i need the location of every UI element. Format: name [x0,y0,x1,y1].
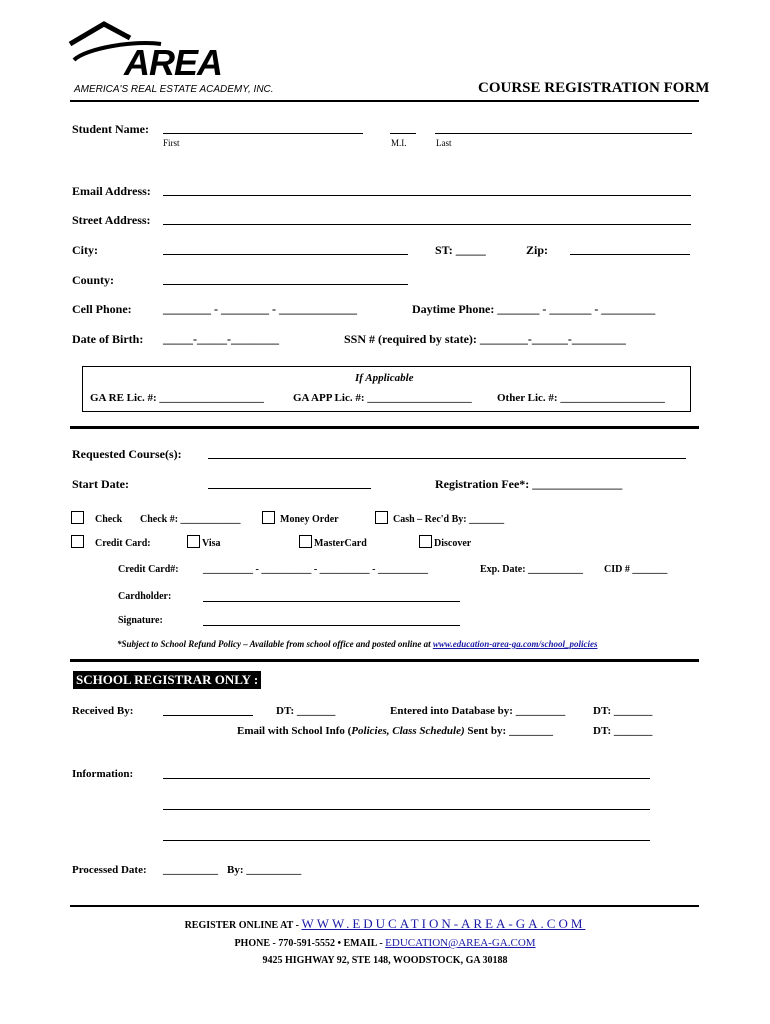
email-info-part-b: Policies, Class Schedule) [351,725,465,737]
email-school-info[interactable] [237,725,553,737]
check-checkbox[interactable] [71,511,84,524]
requested-course-label: Requested Course(s): [72,447,182,461]
dob-label: Date of Birth: [72,332,144,346]
credit-card-checkbox[interactable] [71,535,84,548]
visa-checkbox[interactable] [187,535,200,548]
start-date-field[interactable] [208,488,371,489]
cell-phone-label: Cell Phone: [72,302,132,316]
footer-contact [0,937,770,949]
information-line-3[interactable] [163,840,650,841]
zip-label: Zip: [526,243,549,257]
ga-app-license[interactable]: GA APP Lic. #: ___________________ [293,392,472,404]
state-label: ST: _____ [435,243,486,257]
city-field[interactable] [163,254,408,255]
mastercard-checkbox[interactable] [299,535,312,548]
processed-date-field[interactable]: __________ [163,864,218,876]
first-name-field[interactable] [163,133,363,134]
information-line-1[interactable] [163,778,650,779]
exp-date-field[interactable]: Exp. Date: ___________ [480,564,584,575]
header-rule [70,100,699,102]
cc-number-label: Credit Card#: [118,564,179,575]
mastercard-label: MasterCard [314,538,367,549]
information-label: Information: [72,768,134,780]
website-link[interactable]: WWW.EDUCATION-AREA-GA.COM [301,916,586,931]
logo [66,20,306,100]
mi-caption: M.I. [391,138,407,148]
daytime-phone-label[interactable]: Daytime Phone: _______ - _______ - _________ [412,302,656,316]
processed-date-label: Processed Date: [72,864,147,876]
signature-field[interactable] [203,625,460,626]
refund-note-text: *Subject to School Refund Policy – Available from school office and posted online at [117,639,433,649]
registration-fee-label[interactable]: Registration Fee*: _______________ [435,477,623,491]
first-caption: First [163,138,180,148]
logo-word: AREA [124,42,223,83]
requested-course-field[interactable] [208,458,686,459]
cc-number-field[interactable]: __________ - __________ - __________ - __________ [203,564,428,575]
email-info-part-a: Email with School Info ( [237,725,352,737]
check-number[interactable]: Check #: ____________ [140,514,241,525]
start-date-label: Start Date: [72,477,129,491]
section-rule-2 [70,659,699,662]
city-label: City: [72,243,98,257]
signature-label: Signature: [118,615,163,626]
footer-rule [70,905,699,907]
dt-1[interactable]: DT: _______ [276,705,336,717]
dt-3[interactable]: DT: _______ [593,725,653,737]
registrar-heading: SCHOOL REGISTRAR ONLY : [73,671,261,689]
refund-note [117,639,598,649]
dt-2[interactable]: DT: _______ [593,705,653,717]
email-field[interactable] [163,195,691,196]
cash-label[interactable]: Cash – Rec'd By: _______ [393,514,505,525]
street-label: Street Address: [72,213,151,227]
check-label: Check [95,514,123,525]
other-license[interactable]: Other Lic. #: ___________________ [497,392,665,404]
phone-text: PHONE - 770-591-5552 • EMAIL - [234,938,386,949]
discover-checkbox[interactable] [419,535,432,548]
ssn-label[interactable]: SSN # (required by state): ________-______-_________ [344,332,626,346]
zip-field[interactable] [570,254,690,255]
email-link[interactable]: EDUCATION@AREA-GA.COM [385,937,536,949]
information-line-2[interactable] [163,809,650,810]
footer-address: 9425 HIGHWAY 92, STE 148, WOODSTOCK, GA 30188 [262,955,508,966]
last-caption: Last [436,138,452,148]
footer-register [0,916,770,932]
credit-card-label: Credit Card: [95,538,151,549]
cell-phone-field[interactable]: ________ - ________ - _____________ [163,302,357,316]
refund-policy-link[interactable]: www.education-area-ga.com/school_policies [432,639,598,649]
processed-by-field[interactable]: By: __________ [227,864,302,876]
cash-checkbox[interactable] [375,511,388,524]
section-rule-1 [70,426,699,429]
form-title: COURSE REGISTRATION FORM [478,80,710,96]
money-order-checkbox[interactable] [262,511,275,524]
street-field[interactable] [163,224,691,225]
received-by-field[interactable] [163,715,253,716]
logo-tagline: AMERICA'S REAL ESTATE ACADEMY, INC. [74,84,274,95]
money-order-label: Money Order [280,514,339,525]
last-name-field[interactable] [435,133,692,134]
mi-field[interactable] [390,133,416,134]
county-field[interactable] [163,284,408,285]
cardholder-label: Cardholder: [118,591,172,602]
cardholder-field[interactable] [203,601,460,602]
email-info-part-c: Sent by: ________ [464,725,553,737]
county-label: County: [72,273,115,287]
license-heading: If Applicable [355,372,414,384]
dob-field[interactable]: _____-_____-________ [163,332,279,346]
visa-label: Visa [202,538,221,549]
ga-re-license[interactable]: GA RE Lic. #: ___________________ [90,392,264,404]
entered-db-label[interactable]: Entered into Database by: _________ [390,705,566,717]
cid-field[interactable]: CID # _______ [604,564,668,575]
discover-label: Discover [434,538,472,549]
student-name-label: Student Name: [72,122,149,136]
received-by-label: Received By: [72,705,134,717]
register-label: REGISTER ONLINE AT - [184,920,302,931]
email-label: Email Address: [72,184,151,198]
